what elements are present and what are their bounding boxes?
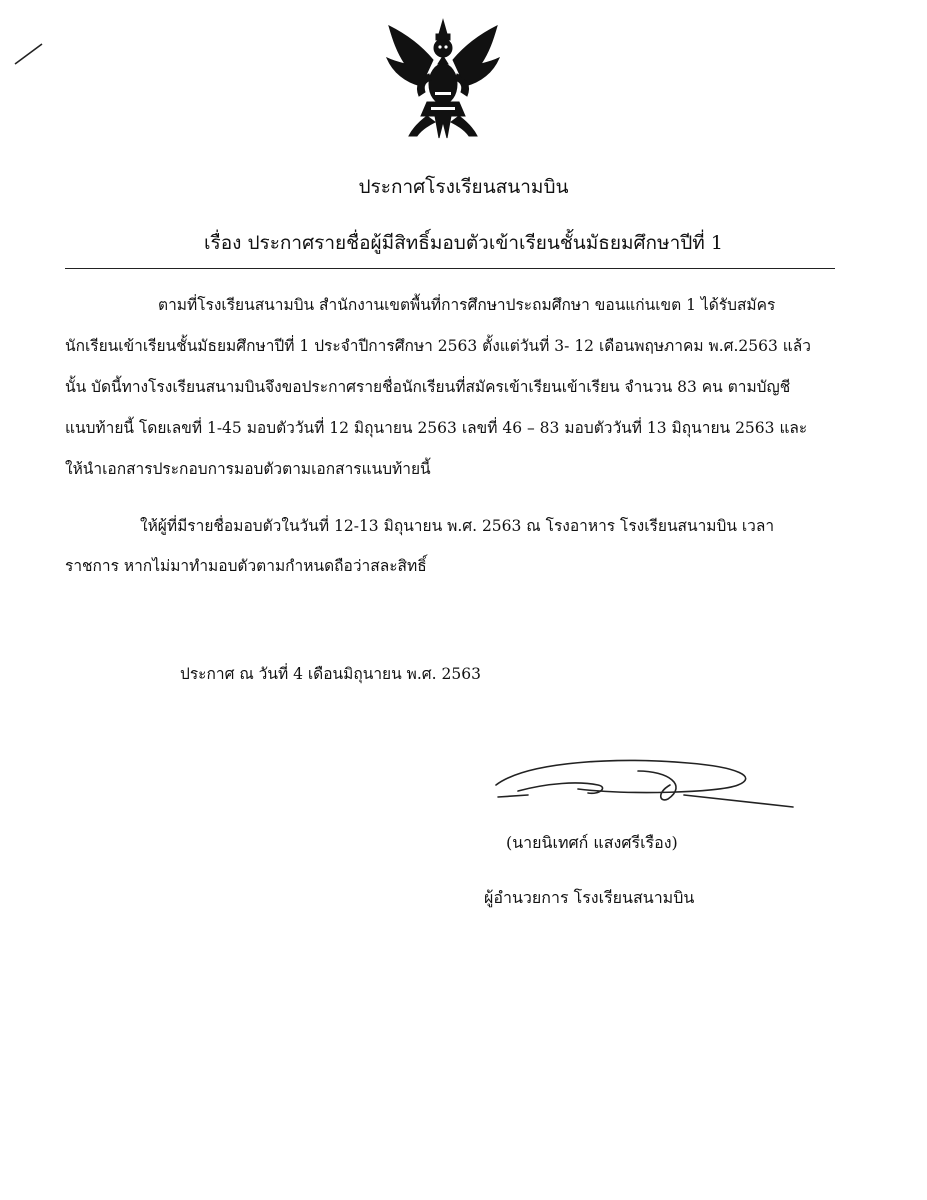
paragraph-1-line-5: ให้นำเอกสารประกอบการมอบตัวตามเอกสารแนบท้ายนี้ [65, 460, 431, 478]
document-title: ประกาศโรงเรียนสนามบิน [358, 176, 569, 198]
signer-name: (นายนิเทศก์ แสงศรีเรือง) [506, 833, 678, 852]
paragraph-1-line-2: นักเรียนเข้าเรียนชั้นมัธยมศึกษาปีที่ 1 ประจำปีการศึกษา 2563 ตั้งแต่วันที่ 3- 12 เดือนพฤษภาคม พ.ศ.2563 แล้ว [65, 337, 811, 355]
announce-date: ประกาศ ณ วันที่ 4 เดือนมิถุนายน พ.ศ. 2563 [180, 665, 481, 683]
paragraph-2-line-2: ราชการ หากไม่มาทำมอบตัวตามกำหนดถือว่าสละสิทธิ์ [65, 557, 427, 575]
pen-stroke-mark [14, 42, 44, 66]
paragraph-1-line-1: ตามที่โรงเรียนสนามบิน สำนักงานเขตพื้นที่การศึกษาประถมศึกษา ขอนแก่นเขต 1 ได้รับสมัคร [158, 296, 776, 314]
garuda-emblem-icon [383, 12, 503, 142]
paragraph-2-line-1: ให้ผู้ที่มีรายชื่อมอบตัวในวันที่ 12-13 มิถุนายน พ.ศ. 2563 ณ โรงอาหาร โรงเรียนสนามบิน เวลา [140, 517, 775, 535]
paragraph-1-line-3: นั้น บัดนี้ทางโรงเรียนสนามบินจึงขอประกาศรายชื่อนักเรียนที่สมัครเข้าเรียนเข้าเรียน จำนวน 83 คน ตามบัญชี [65, 378, 791, 396]
paragraph-1-line-4: แนบท้ายนี้ โดยเลขที่ 1-45 มอบตัววันที่ 12 มิถุนายน 2563 เลขที่ 46 – 83 มอบตัววันที่ 13 มิถุนายน 2563 และ [65, 419, 808, 437]
signer-position: ผู้อำนวยการ โรงเรียนสนามบิน [484, 888, 695, 907]
document-subject: เรื่อง ประกาศรายชื่อผู้มีสิทธิ์มอบตัวเข้าเรียนชั้นมัธยมศึกษาปีที่ 1 [204, 232, 723, 254]
header-divider [65, 268, 835, 269]
signature-icon [488, 755, 798, 815]
